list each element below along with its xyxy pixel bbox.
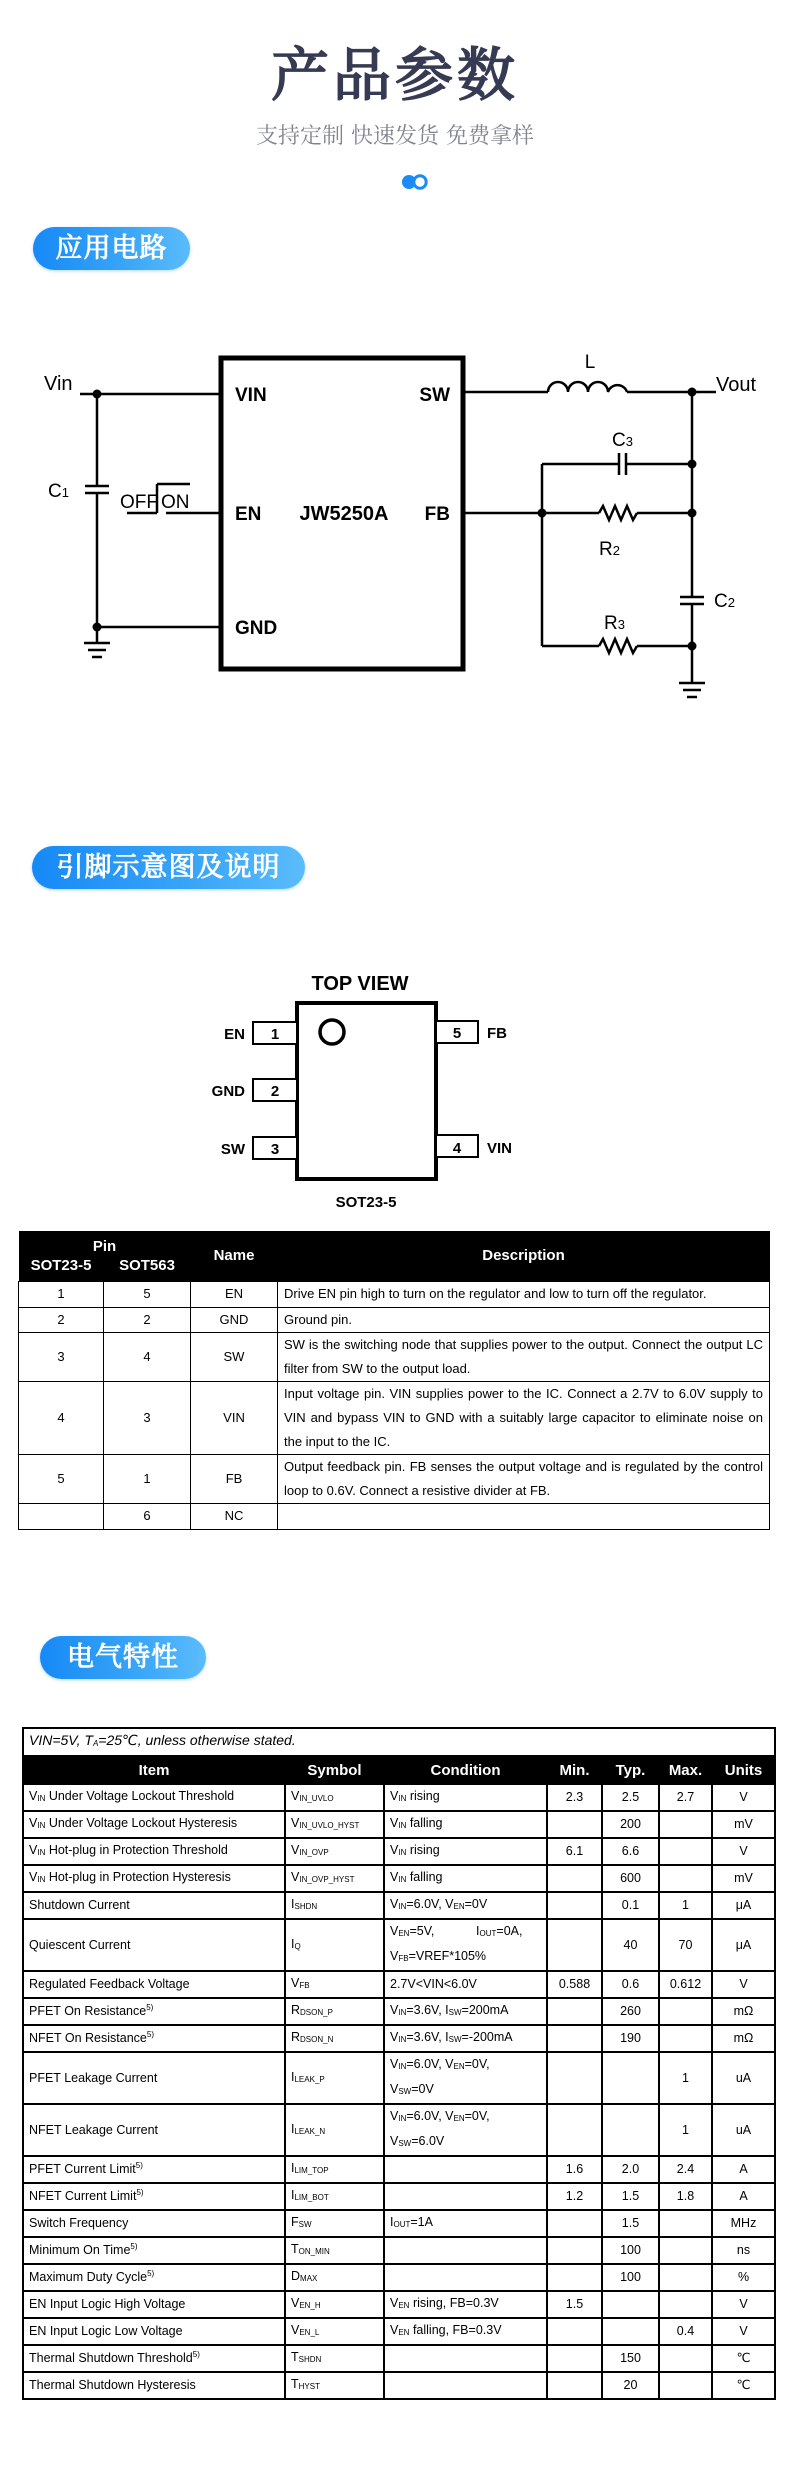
- cell-max: 1: [659, 2104, 712, 2156]
- header-typ: Typ.: [602, 1756, 659, 1784]
- cell-min: 6.1: [547, 1838, 602, 1865]
- table-row: [23, 1865, 775, 1892]
- section-title-electrical: 电气特性: [40, 1636, 206, 1679]
- header-min: Min.: [547, 1756, 602, 1784]
- cell-item: Regulated Feedback Voltage: [23, 1971, 285, 1998]
- cell-min: 1.6: [547, 2156, 602, 2183]
- application-circuit-diagram: [0, 330, 790, 700]
- cell-units: mV: [712, 1865, 775, 1892]
- vin-label: Vin: [44, 373, 73, 395]
- cell-condition: VIN=3.6V, ISW=200mA: [384, 1998, 547, 2025]
- cell-symbol: THYST: [285, 2372, 384, 2399]
- cell-typ: 100: [602, 2264, 659, 2291]
- two-circles-icon: [400, 174, 430, 190]
- cell-condition: VIN=6.0V, VEN=0V: [384, 1892, 547, 1919]
- test-condition-note: VIN=5V, TA=25℃, unless otherwise stated.: [23, 1728, 775, 1756]
- pin-description-table: [18, 1231, 770, 1530]
- cell-max: [659, 2291, 712, 2318]
- cell-max: 2.4: [659, 2156, 712, 2183]
- cell-item: NFET Current Limit$^{5)}$: [23, 2183, 285, 2210]
- cell-symbol: IQ: [285, 1919, 384, 1971]
- ic-pin-sw: SW: [419, 385, 450, 406]
- table-row: [23, 2104, 775, 2156]
- cell-symbol: DMAX: [285, 2264, 384, 2291]
- cell-typ: [602, 2291, 659, 2318]
- cell-symbol: ILIM_BOT: [285, 2183, 384, 2210]
- cell-typ: 1.5: [602, 2183, 659, 2210]
- cell-min: [547, 1811, 602, 1838]
- cell-min: 0.588: [547, 1971, 602, 1998]
- ic-pin-en: EN: [235, 504, 262, 525]
- cell-item: VIN Under Voltage Lockout Threshold: [23, 1784, 285, 1811]
- cell-max: [659, 2372, 712, 2399]
- cell-units: μA: [712, 1919, 775, 1971]
- r3-label: R3: [604, 613, 625, 634]
- c1-label: C1: [48, 481, 69, 502]
- cell-symbol: VIN_OVP_HYST: [285, 1865, 384, 1892]
- table-row: [23, 2183, 775, 2210]
- pin-label-vin: VIN: [487, 1140, 513, 1157]
- cell-max: [659, 1998, 712, 2025]
- off-label: OFF: [120, 492, 158, 513]
- cell-symbol: VIN_OVP: [285, 1838, 384, 1865]
- cell-condition: 2.7V<VIN<6.0V: [384, 1971, 547, 1998]
- cell-item: EN Input Logic High Voltage: [23, 2291, 285, 2318]
- ic-pin-fb: FB: [424, 504, 450, 525]
- cell-condition: [384, 2183, 547, 2210]
- cell-typ: 2.0: [602, 2156, 659, 2183]
- table-row: 6 NC: [19, 1503, 770, 1529]
- cell-condition: [384, 2345, 547, 2372]
- table-row: 2 2 GND Ground pin.: [19, 1307, 770, 1332]
- table-row: [23, 1971, 775, 1998]
- header-description: Description: [278, 1231, 770, 1281]
- svg-text:3: 3: [270, 1141, 280, 1158]
- header-sot563: SOT563: [104, 1256, 191, 1281]
- cell-condition: [384, 2237, 547, 2264]
- cell-typ: 40: [602, 1919, 659, 1971]
- cell-typ: 1.5: [602, 2210, 659, 2237]
- pin-label-fb: FB: [487, 1025, 507, 1042]
- cell-min: [547, 2264, 602, 2291]
- cell-condition: VEN falling, FB=0.3V: [384, 2318, 547, 2345]
- pin-label-gnd: GND: [211, 1083, 245, 1100]
- table-row: [23, 2210, 775, 2237]
- table-row: [23, 1784, 775, 1811]
- cell-item: NFET Leakage Current: [23, 2104, 285, 2156]
- cell-units: V: [712, 2291, 775, 2318]
- svg-text:1: 1: [270, 1026, 280, 1043]
- cell-units: ℃: [712, 2372, 775, 2399]
- cell-symbol: ISHDN: [285, 1892, 384, 1919]
- cell-typ: 100: [602, 2237, 659, 2264]
- cell-symbol: VIN_UVLO: [285, 1784, 384, 1811]
- cell-min: [547, 1865, 602, 1892]
- cell-max: [659, 2264, 712, 2291]
- cell-typ: 150: [602, 2345, 659, 2372]
- table-row: [23, 2264, 775, 2291]
- table-row: [23, 2318, 775, 2345]
- cell-max: 0.612: [659, 1971, 712, 1998]
- cell-item: Quiescent Current: [23, 1919, 285, 1971]
- table-row: [23, 2237, 775, 2264]
- cell-max: 70: [659, 1919, 712, 1971]
- cell-typ: 600: [602, 1865, 659, 1892]
- section-title-pin-diagram: 引脚示意图及说明: [32, 846, 305, 889]
- svg-text:4: 4: [452, 1140, 462, 1157]
- c2-label: C2: [714, 591, 735, 612]
- cell-typ: 200: [602, 1811, 659, 1838]
- table-row: [23, 1811, 775, 1838]
- cell-item: NFET On Resistance$^{5)}$: [23, 2025, 285, 2052]
- cell-min: [547, 1919, 602, 1971]
- cell-condition: VIN=3.6V, ISW=-200mA: [384, 2025, 547, 2052]
- cell-max: [659, 1811, 712, 1838]
- cell-units: %: [712, 2264, 775, 2291]
- cell-min: [547, 1892, 602, 1919]
- cell-item: VIN Hot-plug in Protection Hysteresis: [23, 1865, 285, 1892]
- table-row: [23, 2372, 775, 2399]
- svg-text:5: 5: [452, 1025, 462, 1042]
- cell-typ: 20: [602, 2372, 659, 2399]
- cell-typ: 0.6: [602, 1971, 659, 1998]
- header-max: Max.: [659, 1756, 712, 1784]
- section-title-application-circuit: 应用电路: [33, 227, 190, 270]
- cell-condition: [384, 2156, 547, 2183]
- cell-min: [547, 2237, 602, 2264]
- table-row: 4 3 VIN Input voltage pin. VIN supplies power to the IC. Connect a 2.7V to 6.0V supply to VIN and bypass VIN to GND with a suitably large capacitor to eliminate noise on the input to the IC.: [19, 1381, 770, 1454]
- cell-units: mV: [712, 1811, 775, 1838]
- cell-symbol: VIN_UVLO_HYST: [285, 1811, 384, 1838]
- cell-condition: VIN falling: [384, 1811, 547, 1838]
- table-row: 5 1 FB Output feedback pin. FB senses the output voltage and is regulated by the control loop to 0.6V. Connect a resistive divider at FB.: [19, 1454, 770, 1503]
- cell-typ: [602, 2104, 659, 2156]
- cell-item: Shutdown Current: [23, 1892, 285, 1919]
- on-label: ON: [161, 492, 190, 513]
- cell-units: V: [712, 1971, 775, 1998]
- cell-min: [547, 2052, 602, 2104]
- cell-item: PFET On Resistance$^{5)}$: [23, 1998, 285, 2025]
- cell-item: Switch Frequency: [23, 2210, 285, 2237]
- ic-pin-vin: VIN: [235, 385, 267, 406]
- cell-max: [659, 2345, 712, 2372]
- cell-typ: [602, 2318, 659, 2345]
- header-condition: Condition: [384, 1756, 547, 1784]
- table-row: [23, 1892, 775, 1919]
- header-sot23: SOT23-5: [19, 1256, 104, 1281]
- cell-condition: [384, 2372, 547, 2399]
- electrical-characteristics-table: [22, 1727, 776, 2400]
- cell-units: V: [712, 1838, 775, 1865]
- table-row: [23, 2052, 775, 2104]
- table-row: 3 4 SW SW is the switching node that supplies power to the output. Connect the output LC filter from SW to the output load.: [19, 1332, 770, 1381]
- cell-symbol: ILIM_TOP: [285, 2156, 384, 2183]
- cell-typ: [602, 2052, 659, 2104]
- table-row: [23, 1919, 775, 1971]
- table-row: [23, 2345, 775, 2372]
- cell-units: ns: [712, 2237, 775, 2264]
- cell-condition: VEN=5V, IOUT=0A, VFB=VREF*105%: [384, 1919, 547, 1971]
- cell-units: V: [712, 1784, 775, 1811]
- cell-min: 1.2: [547, 2183, 602, 2210]
- cell-units: mΩ: [712, 1998, 775, 2025]
- cell-max: 1: [659, 2052, 712, 2104]
- cell-max: 1: [659, 1892, 712, 1919]
- cell-min: [547, 2104, 602, 2156]
- cell-max: [659, 2025, 712, 2052]
- page-title: 产品参数: [270, 41, 519, 109]
- cell-max: 2.7: [659, 1784, 712, 1811]
- r2-label: R2: [599, 539, 620, 560]
- cell-item: Thermal Shutdown Threshold$^{5)}$: [23, 2345, 285, 2372]
- header-item: Item: [23, 1756, 285, 1784]
- page-subtitle: 支持定制 快速发货 免费拿样: [256, 124, 534, 149]
- header-units: Units: [712, 1756, 775, 1784]
- header-pin: Pin: [19, 1231, 191, 1256]
- cell-max: [659, 2237, 712, 2264]
- cell-item: VIN Hot-plug in Protection Threshold: [23, 1838, 285, 1865]
- cell-symbol: TON_MIN: [285, 2237, 384, 2264]
- cell-min: 1.5: [547, 2291, 602, 2318]
- cell-symbol: RDSON_N: [285, 2025, 384, 2052]
- cell-units: mΩ: [712, 2025, 775, 2052]
- cell-condition: VIN=6.0V, VEN=0V, VSW=0V: [384, 2052, 547, 2104]
- cell-min: [547, 2025, 602, 2052]
- table-row: [23, 2025, 775, 2052]
- cell-condition: VIN falling: [384, 1865, 547, 1892]
- cell-item: EN Input Logic Low Voltage: [23, 2318, 285, 2345]
- table-row: [23, 2291, 775, 2318]
- cell-units: V: [712, 2318, 775, 2345]
- cell-units: μA: [712, 1892, 775, 1919]
- cell-max: 1.8: [659, 2183, 712, 2210]
- cell-min: [547, 2345, 602, 2372]
- cell-units: A: [712, 2183, 775, 2210]
- cell-symbol: TSHDN: [285, 2345, 384, 2372]
- cell-typ: 190: [602, 2025, 659, 2052]
- header-symbol: Symbol: [285, 1756, 384, 1784]
- chip-name: JW5250A: [299, 503, 389, 525]
- cell-min: [547, 2318, 602, 2345]
- cell-max: [659, 1865, 712, 1892]
- package-top-view-diagram: [190, 960, 530, 1220]
- cell-typ: 0.1: [602, 1892, 659, 1919]
- cell-typ: 2.5: [602, 1784, 659, 1811]
- table-row: [23, 1998, 775, 2025]
- cell-max: 0.4: [659, 2318, 712, 2345]
- cell-min: [547, 1998, 602, 2025]
- cell-min: [547, 2210, 602, 2237]
- header-name: Name: [191, 1231, 278, 1281]
- cell-symbol: RDSON_P: [285, 1998, 384, 2025]
- cell-condition: IOUT=1A: [384, 2210, 547, 2237]
- pin-label-en: EN: [224, 1026, 245, 1043]
- cell-max: [659, 1838, 712, 1865]
- cell-symbol: VEN_H: [285, 2291, 384, 2318]
- cell-item: PFET Leakage Current: [23, 2052, 285, 2104]
- cell-units: uA: [712, 2104, 775, 2156]
- cell-item: Maximum Duty Cycle$^{5)}$: [23, 2264, 285, 2291]
- inductor-label: L: [584, 352, 596, 373]
- cell-symbol: ILEAK_P: [285, 2052, 384, 2104]
- ic-pin-gnd: GND: [235, 618, 278, 639]
- cell-condition: VEN rising, FB=0.3V: [384, 2291, 547, 2318]
- cell-condition: VIN rising: [384, 1838, 547, 1865]
- pin-label-sw: SW: [220, 1141, 245, 1158]
- cell-item: VIN Under Voltage Lockout Hysteresis: [23, 1811, 285, 1838]
- cell-typ: 260: [602, 1998, 659, 2025]
- cell-item: Minimum On Time$^{5)}$: [23, 2237, 285, 2264]
- cell-units: ℃: [712, 2345, 775, 2372]
- cell-condition: VIN rising: [384, 1784, 547, 1811]
- cell-units: MHz: [712, 2210, 775, 2237]
- cell-item: Thermal Shutdown Hysteresis: [23, 2372, 285, 2399]
- cell-symbol: VEN_L: [285, 2318, 384, 2345]
- cell-condition: VIN=6.0V, VEN=0V, VSW=6.0V: [384, 2104, 547, 2156]
- vout-label: Vout: [716, 374, 757, 396]
- cell-symbol: ILEAK_N: [285, 2104, 384, 2156]
- cell-typ: 6.6: [602, 1838, 659, 1865]
- cell-min: 2.3: [547, 1784, 602, 1811]
- cell-units: uA: [712, 2052, 775, 2104]
- table-row: [23, 1838, 775, 1865]
- svg-text:2: 2: [270, 1083, 280, 1100]
- cell-min: [547, 2372, 602, 2399]
- table-row: [23, 2156, 775, 2183]
- cell-symbol: FSW: [285, 2210, 384, 2237]
- cell-item: PFET Current Limit$^{5)}$: [23, 2156, 285, 2183]
- cell-units: A: [712, 2156, 775, 2183]
- cell-condition: [384, 2264, 547, 2291]
- cell-symbol: VFB: [285, 1971, 384, 1998]
- table-row: 1 5 EN Drive EN pin high to turn on the regulator and low to turn off the regulator.: [19, 1281, 770, 1307]
- c3-label: C3: [612, 430, 633, 451]
- package-name: SOT23-5: [335, 1194, 397, 1211]
- cell-max: [659, 2210, 712, 2237]
- top-view-label: TOP VIEW: [311, 973, 409, 995]
